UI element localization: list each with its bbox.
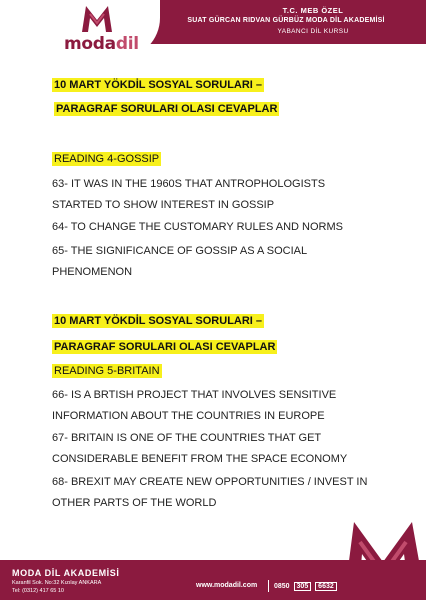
brand-name: modadil [64,34,139,54]
footer-title: MODA DİL AKADEMİSİ [12,568,120,578]
footer-phone: Tel: (0312) 417 65 10 [12,588,64,594]
section2-title-1: 10 MART YÖKDİL SOSYAL SORULARI – [54,315,263,327]
footer-website-link[interactable]: www.modadil.com [196,582,258,589]
section1-title-1: 10 MART YÖKDİL SOSYAL SORULARI – [54,79,263,91]
header-line-3: YABANCI DİL KURSU [277,28,349,35]
answer-65: 65- THE SIGNIFICANCE OF GOSSIP AS A SOCIAL PHENOMENON [52,245,307,278]
footer-address: Karanfil Sok. No:32 Kızılay ANKARA [12,580,102,586]
header-line-1: T.C. MEB ÖZEL [282,6,344,15]
section1-reading: READING 4-GOSSIP [54,153,160,165]
answer-64: 64- TO CHANGE THE CUSTOMARY RULES AND NORMS [52,221,343,233]
logo [0,0,160,58]
section2-title-2: PARAGRAF SORULARI OLASI CEVAPLAR [54,341,276,353]
modadil-logo-icon [80,4,114,34]
section2-reading: READING 5-BRITAIN [54,365,160,377]
section1-title-2: PARAGRAF SORULARI OLASI CEVAPLAR [56,103,278,115]
answer-67: 67- BRITAIN IS ONE OF THE COUNTRIES THAT GET CONSIDERABLE BENEFIT FROM THE SPACE ECONOMY [52,432,348,465]
footer-hotline: 0850 305 6632 [274,582,337,591]
answer-68: 68- BREXIT MAY CREATE NEW OPPORTUNITIES / INVEST IN OTHER PARTS OF THE WORLD [52,476,368,509]
answer-63: 63- IT WAS IN THE 1960S THAT ANTROPHOLOGISTS STARTED TO SHOW INTEREST IN GOSSIP [52,178,326,211]
header-line-2: SUAT GÜRCAN RIDVAN GÜRBÜZ MODA DİL AKADEMİSİ [187,17,385,24]
answer-66: 66- IS A BRTISH PROJECT THAT INVOLVES SENSITIVE INFORMATION ABOUT THE COUNTRIES IN EUROPE [52,389,337,422]
footer-divider [268,580,269,592]
